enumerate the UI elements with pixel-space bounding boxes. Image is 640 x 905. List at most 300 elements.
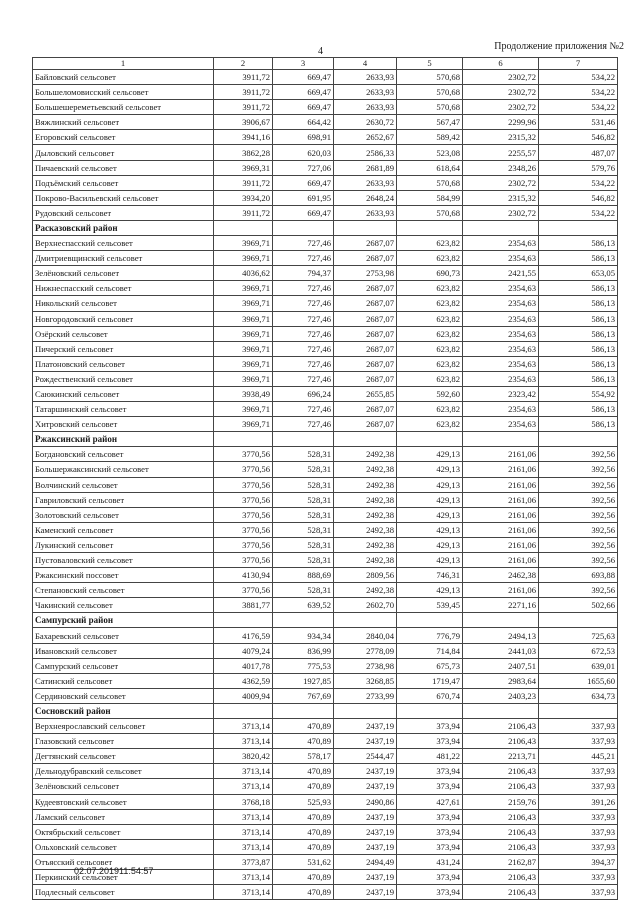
value-cell: 2492,38 [334,553,397,568]
settlement-name-cell: Ольховский сельсовет [33,839,214,854]
value-cell: 2437,19 [334,734,397,749]
value-cell: 531,46 [539,115,618,130]
value-cell: 3713,14 [214,734,273,749]
table-row [33,537,618,552]
value-cell: 4009,94 [214,688,273,703]
value-cell: 373,94 [397,824,463,839]
table-row [33,779,618,794]
settlement-name-cell: Ламский сельсовет [33,809,214,824]
value-cell: 586,13 [539,371,618,386]
value-cell: 2681,89 [334,160,397,175]
value-cell: 337,93 [539,869,618,884]
value-cell: 727,46 [273,236,334,251]
settlement-name-cell: Татаршинский сельсовет [33,402,214,417]
value-cell: 2840,04 [334,628,397,643]
value-cell: 696,24 [273,386,334,401]
value-cell [334,613,397,628]
value-cell: 470,89 [273,764,334,779]
district-section-row [33,432,618,447]
value-cell: 623,82 [397,356,463,371]
value-cell: 2441,03 [463,643,539,658]
value-cell [214,220,273,235]
value-cell: 714,84 [397,643,463,658]
value-cell: 2403,23 [463,688,539,703]
table-body [33,70,618,900]
value-cell: 2161,06 [463,462,539,477]
value-cell: 3969,31 [214,160,273,175]
settlement-name-cell: Сатинский сельсовет [33,673,214,688]
settlement-name-cell: Сампурский сельсовет [33,658,214,673]
settlement-name-cell: Каменский сельсовет [33,522,214,537]
value-cell: 2302,72 [463,70,539,85]
value-cell: 4036,62 [214,266,273,281]
value-cell: 669,47 [273,100,334,115]
value-cell: 1655,60 [539,673,618,688]
value-cell: 727,46 [273,296,334,311]
value-cell: 586,13 [539,356,618,371]
column-header: 1 [33,58,214,70]
value-cell: 470,89 [273,734,334,749]
value-cell: 1719,47 [397,673,463,688]
value-cell: 2687,07 [334,341,397,356]
settlement-name-cell: Платоновский сельсовет [33,356,214,371]
value-cell: 2106,43 [463,824,539,839]
value-cell: 3770,56 [214,477,273,492]
value-cell: 4176,59 [214,628,273,643]
column-header: 7 [539,58,618,70]
value-cell [273,613,334,628]
value-cell: 3969,71 [214,402,273,417]
table-row [33,628,618,643]
value-cell: 2733,99 [334,688,397,703]
value-cell: 2462,38 [463,568,539,583]
settlement-name-cell: Дегтянский сельсовет [33,749,214,764]
value-cell: 429,13 [397,447,463,462]
value-cell: 570,68 [397,205,463,220]
value-cell: 725,63 [539,628,618,643]
value-cell: 664,42 [273,115,334,130]
value-cell: 746,31 [397,568,463,583]
table-row [33,70,618,85]
table-row [33,100,618,115]
settlement-name-cell: Новгородовский сельсовет [33,311,214,326]
value-cell: 2161,06 [463,492,539,507]
settlement-name-cell: Степановский сельсовет [33,583,214,598]
value-cell: 2633,93 [334,175,397,190]
value-cell: 618,64 [397,160,463,175]
table-row [33,85,618,100]
value-cell: 727,46 [273,251,334,266]
table-row [33,507,618,522]
settlement-name-cell: Глазовский сельсовет [33,734,214,749]
value-cell: 2687,07 [334,296,397,311]
value-cell: 586,13 [539,326,618,341]
value-cell: 2687,07 [334,236,397,251]
table-row [33,145,618,160]
settlement-name-cell: Октябрьский сельсовет [33,824,214,839]
settlement-name-cell: Бахаревский сельсовет [33,628,214,643]
value-cell: 534,22 [539,205,618,220]
value-cell: 337,93 [539,824,618,839]
value-cell: 3934,20 [214,190,273,205]
table-row [33,130,618,145]
settlement-name-cell: Ржаксинский поссовет [33,568,214,583]
table-row [33,371,618,386]
value-cell: 669,47 [273,85,334,100]
value-cell: 3969,71 [214,356,273,371]
value-cell: 2271,16 [463,598,539,613]
table-row [33,417,618,432]
settlement-name-cell: Дмитриевщинский сельсовет [33,251,214,266]
value-cell: 727,46 [273,326,334,341]
value-cell: 528,31 [273,522,334,537]
settlement-name-cell: Пичаевский сельсовет [33,160,214,175]
table-row [33,356,618,371]
settlement-name-cell: Чакинский сельсовет [33,598,214,613]
value-cell: 727,46 [273,417,334,432]
table-row [33,296,618,311]
table-row [33,311,618,326]
value-cell: 2648,24 [334,190,397,205]
value-cell: 691,95 [273,190,334,205]
value-cell: 392,56 [539,537,618,552]
value-cell: 2687,07 [334,371,397,386]
value-cell: 373,94 [397,885,463,900]
value-cell: 2633,93 [334,205,397,220]
value-cell: 2492,38 [334,507,397,522]
settlement-name-cell: Никольский сельсовет [33,296,214,311]
value-cell: 2315,32 [463,190,539,205]
value-cell: 3911,72 [214,70,273,85]
value-cell: 2437,19 [334,869,397,884]
value-cell: 2492,38 [334,583,397,598]
value-cell [463,432,539,447]
value-cell: 528,31 [273,447,334,462]
settlement-name-cell: Дыловский сельсовет [33,145,214,160]
table-row [33,447,618,462]
column-header: 2 [214,58,273,70]
value-cell: 2348,26 [463,160,539,175]
value-cell [539,703,618,718]
value-cell: 3713,14 [214,885,273,900]
value-cell: 2586,33 [334,145,397,160]
value-cell: 2354,63 [463,236,539,251]
value-cell: 481,22 [397,749,463,764]
table-row [33,598,618,613]
value-cell [463,220,539,235]
value-cell: 392,56 [539,492,618,507]
settlement-name-cell: Богдановский сельсовет [33,447,214,462]
table-row [33,326,618,341]
value-cell: 3911,72 [214,85,273,100]
value-cell: 528,31 [273,553,334,568]
value-cell: 2753,98 [334,266,397,281]
table-row [33,568,618,583]
value-cell: 2630,72 [334,115,397,130]
value-cell: 2652,67 [334,130,397,145]
print-timestamp: 02.07.201911:54:57 [74,866,154,876]
value-cell: 2323,42 [463,386,539,401]
value-cell: 2687,07 [334,326,397,341]
value-cell: 337,93 [539,764,618,779]
value-cell: 373,94 [397,839,463,854]
value-cell: 2437,19 [334,885,397,900]
value-cell: 337,93 [539,779,618,794]
value-cell: 3770,56 [214,447,273,462]
value-cell: 570,68 [397,85,463,100]
value-cell: 2354,63 [463,326,539,341]
table-row [33,673,618,688]
value-cell: 639,52 [273,598,334,613]
value-cell: 3969,71 [214,311,273,326]
value-cell: 528,31 [273,507,334,522]
value-cell: 2354,63 [463,251,539,266]
table-row [33,553,618,568]
table-row [33,749,618,764]
value-cell: 2213,71 [463,749,539,764]
settlement-name-cell: Большеломовисский сельсовет [33,85,214,100]
value-cell: 431,24 [397,854,463,869]
column-header: 3 [273,58,334,70]
value-cell: 4017,78 [214,658,273,673]
value-cell: 2106,43 [463,869,539,884]
value-cell: 2354,63 [463,341,539,356]
value-cell: 2437,19 [334,839,397,854]
value-cell: 2492,38 [334,492,397,507]
value-cell: 429,13 [397,462,463,477]
value-cell: 669,47 [273,175,334,190]
value-cell: 3969,71 [214,236,273,251]
value-cell [397,613,463,628]
value-cell: 2633,93 [334,85,397,100]
settlement-name-cell: Озёрский сельсовет [33,326,214,341]
value-cell: 3768,18 [214,794,273,809]
value-cell: 2354,63 [463,311,539,326]
value-cell: 727,46 [273,356,334,371]
value-cell: 3941,16 [214,130,273,145]
value-cell: 392,56 [539,477,618,492]
value-cell [397,220,463,235]
value-cell: 525,93 [273,794,334,809]
value-cell: 373,94 [397,779,463,794]
value-cell: 2354,63 [463,402,539,417]
value-cell: 2302,72 [463,205,539,220]
value-cell: 3969,71 [214,341,273,356]
settlement-name-cell: Нижнеспасский сельсовет [33,281,214,296]
value-cell: 523,08 [397,145,463,160]
district-section-row [33,613,618,628]
table-row [33,764,618,779]
value-cell: 2315,32 [463,130,539,145]
value-cell: 767,69 [273,688,334,703]
value-cell: 2809,56 [334,568,397,583]
value-cell: 528,31 [273,492,334,507]
value-cell [463,703,539,718]
table-row [33,492,618,507]
value-cell: 392,56 [539,553,618,568]
settlement-name-cell: Кудеевтовский сельсовет [33,794,214,809]
value-cell: 3713,14 [214,839,273,854]
settlement-name-cell: Большешереметьевский сельсовет [33,100,214,115]
value-cell: 727,46 [273,281,334,296]
table-row [33,160,618,175]
value-cell: 337,93 [539,839,618,854]
value-cell: 470,89 [273,839,334,854]
value-cell: 2161,06 [463,507,539,522]
value-cell: 429,13 [397,507,463,522]
value-cell [539,613,618,628]
value-cell [273,432,334,447]
value-cell: 470,89 [273,824,334,839]
value-cell: 3770,56 [214,462,273,477]
value-cell: 2106,43 [463,779,539,794]
value-cell: 3770,56 [214,583,273,598]
settlement-name-cell: Вяжлинский сельсовет [33,115,214,130]
value-cell: 470,89 [273,719,334,734]
settlement-name-cell: Золотовский сельсовет [33,507,214,522]
value-cell: 337,93 [539,719,618,734]
value-cell: 539,45 [397,598,463,613]
value-cell: 794,37 [273,266,334,281]
value-cell: 623,82 [397,402,463,417]
value-cell: 727,06 [273,160,334,175]
value-cell: 3713,14 [214,869,273,884]
value-cell: 2633,93 [334,70,397,85]
data-table-container [32,57,617,900]
table-row [33,643,618,658]
value-cell: 3713,14 [214,809,273,824]
table-row [33,839,618,854]
value-cell: 2161,06 [463,553,539,568]
value-cell: 3911,72 [214,205,273,220]
value-cell: 3713,14 [214,824,273,839]
value-cell: 2602,70 [334,598,397,613]
value-cell: 337,93 [539,809,618,824]
value-cell: 4079,24 [214,643,273,658]
value-cell: 2354,63 [463,296,539,311]
value-cell [397,432,463,447]
value-cell: 2437,19 [334,824,397,839]
value-cell: 2106,43 [463,764,539,779]
value-cell: 727,46 [273,371,334,386]
value-cell: 3773,87 [214,854,273,869]
value-cell: 586,13 [539,417,618,432]
settlement-name-cell: Волчинский сельсовет [33,477,214,492]
table-row [33,402,618,417]
value-cell: 2354,63 [463,281,539,296]
value-cell: 373,94 [397,764,463,779]
value-cell: 2492,38 [334,462,397,477]
table-row [33,477,618,492]
value-cell: 690,73 [397,266,463,281]
value-cell: 693,88 [539,568,618,583]
value-cell [334,220,397,235]
value-cell: 623,82 [397,371,463,386]
value-cell: 3770,56 [214,507,273,522]
value-cell: 570,68 [397,70,463,85]
value-cell: 2738,98 [334,658,397,673]
value-cell: 2106,43 [463,885,539,900]
value-cell: 337,93 [539,885,618,900]
value-cell: 392,56 [539,583,618,598]
value-cell: 2302,72 [463,100,539,115]
value-cell: 3770,56 [214,537,273,552]
value-cell: 2407,51 [463,658,539,673]
value-cell: 623,82 [397,236,463,251]
settlement-name-cell: Гавриловский сельсовет [33,492,214,507]
value-cell: 528,31 [273,462,334,477]
value-cell: 3713,14 [214,764,273,779]
value-cell: 2687,07 [334,251,397,266]
value-cell: 2687,07 [334,356,397,371]
value-cell [214,432,273,447]
page-number: 4 [318,46,323,57]
value-cell: 534,22 [539,70,618,85]
settlement-name-cell: Сердиновский сельсовет [33,688,214,703]
value-cell: 2778,09 [334,643,397,658]
settlement-name-cell: Верхнеярославский сельсовет [33,719,214,734]
value-cell: 3969,71 [214,296,273,311]
value-cell: 775,53 [273,658,334,673]
value-cell [214,613,273,628]
value-cell: 3969,71 [214,326,273,341]
value-cell: 502,66 [539,598,618,613]
value-cell: 391,26 [539,794,618,809]
value-cell: 623,82 [397,296,463,311]
appendix-caption: Продолжение приложения №2 [494,41,624,52]
value-cell: 570,68 [397,100,463,115]
value-cell: 429,13 [397,553,463,568]
value-cell: 888,69 [273,568,334,583]
value-cell: 698,91 [273,130,334,145]
value-cell: 2161,06 [463,477,539,492]
table-row [33,115,618,130]
value-cell: 579,76 [539,160,618,175]
table-row [33,266,618,281]
value-cell: 836,99 [273,643,334,658]
value-cell: 2106,43 [463,734,539,749]
table-row [33,190,618,205]
value-cell: 2494,13 [463,628,539,643]
value-cell: 672,53 [539,643,618,658]
value-cell: 470,89 [273,885,334,900]
value-cell: 429,13 [397,477,463,492]
value-cell: 586,13 [539,402,618,417]
value-cell: 2161,06 [463,447,539,462]
settlement-name-cell: Ржаксинский район [33,432,214,447]
settlement-name-cell: Ивановский сельсовет [33,643,214,658]
value-cell: 3911,72 [214,100,273,115]
value-cell: 528,31 [273,477,334,492]
settlement-name-cell: Зелёновский сельсовет [33,266,214,281]
value-cell: 3770,56 [214,553,273,568]
table-row [33,688,618,703]
value-cell: 2161,06 [463,583,539,598]
value-cell: 2490,86 [334,794,397,809]
value-cell: 2421,55 [463,266,539,281]
value-cell: 429,13 [397,583,463,598]
value-cell: 634,73 [539,688,618,703]
value-cell: 392,56 [539,447,618,462]
value-cell [397,703,463,718]
value-cell: 727,46 [273,402,334,417]
settlement-name-cell: Лукинский сельсовет [33,537,214,552]
value-cell: 3938,49 [214,386,273,401]
table-row [33,341,618,356]
value-cell: 470,89 [273,809,334,824]
settlement-name-cell: Сампурский район [33,613,214,628]
settlement-name-cell: Расказовский район [33,220,214,235]
